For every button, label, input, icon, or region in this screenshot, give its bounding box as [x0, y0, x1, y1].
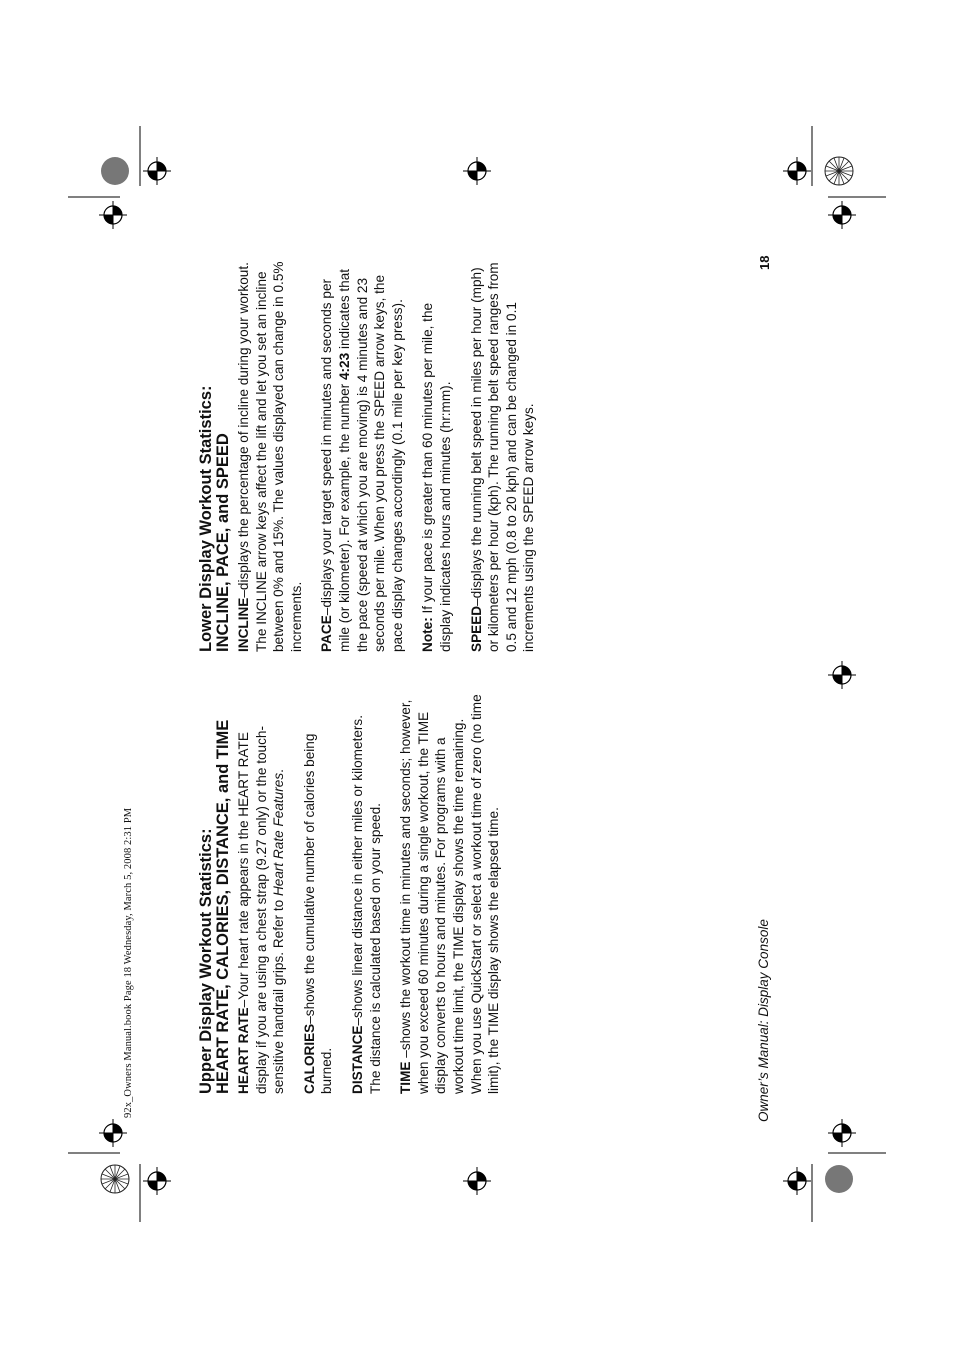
- upper-heading-line2: HEART RATE, CALORIES, DISTANCE, and TIME: [214, 719, 232, 1094]
- pace-term: PACE: [319, 615, 335, 652]
- distance-text: –shows linear distance in either miles or kilometers. The distance is calculated based on your speed.: [349, 714, 383, 1094]
- pace-text-a: –displays your target speed in minutes and seconds per mile (or kilometer). For example, the number: [319, 278, 352, 652]
- note-text: If your pace is greater than 60 minutes per mile, the display indicates hours and minutes (hr:mm).: [420, 302, 453, 652]
- incline-paragraph: [235, 257, 305, 652]
- incline-text: –displays the percentage of incline during your workout. The INCLINE arrow keys affect the lift and let you set an incline between 0% and 15%. The values displayed can change in 0.5% increments.: [236, 261, 304, 652]
- speed-term: SPEED: [468, 605, 484, 652]
- upper-display-heading: [198, 694, 232, 1094]
- page-number: 18: [757, 255, 772, 270]
- note-term: Note:: [420, 617, 436, 652]
- lower-heading-line2: INCLINE, PACE, and SPEED: [214, 433, 232, 652]
- heart-rate-reference: Heart Rate Features: [271, 772, 287, 897]
- heart-rate-text: –Your heart rate appears in the HEART RATE display if you are using a chest strap (9.27 only) or the touch-sensitive handrail grips. Refer to: [236, 726, 287, 1094]
- distance-paragraph: [349, 694, 384, 1094]
- speed-paragraph: [468, 257, 538, 652]
- distance-term: DISTANCE: [349, 1025, 365, 1094]
- footer-title: Owner’s Manual: Display Console: [756, 919, 771, 1122]
- time-text: –shows the workout time in minutes and seconds; however, when you exceed 60 minutes during a single workout, the TIME display converts to hours and minutes. For programs with a workout time limit, the TIME display shows the time remaining. When you use QuickStart or select a workout time of zero (no time limit), the TIME display shows the elapsed time.: [398, 694, 502, 1094]
- heart-rate-paragraph: [235, 694, 288, 1094]
- calories-text: –shows the cumulative number of calories being burned.: [301, 733, 335, 1094]
- heart-rate-term: HEART RATE: [236, 1007, 251, 1094]
- calories-paragraph: [301, 694, 336, 1094]
- time-paragraph: [397, 694, 503, 1094]
- pace-example-value: 4:23: [336, 352, 352, 381]
- incline-term: INCLINE: [236, 597, 251, 652]
- print-slug: 92x_Owners Manual.book Page 18 Wednesday, March 5, 2008 2:31 PM: [123, 807, 134, 1118]
- pace-paragraph: [318, 257, 406, 652]
- upper-heading-line1: Upper Display Workout Statistics:: [197, 828, 215, 1094]
- lower-display-section: [198, 257, 551, 652]
- lower-heading-line1: Lower Display Workout Statistics:: [197, 385, 215, 652]
- speed-text: –displays the running belt speed in miles per hour (mph) or kilometers per hour (kph). The running belt speed ranges from 0.5 and 12 mph (0.8 to 20 kph) and can be changed in 0.1 increments using the SPEED arrow keys.: [468, 262, 537, 652]
- note-paragraph: [419, 257, 454, 652]
- heart-rate-end: .: [271, 769, 287, 773]
- upper-display-section: [198, 694, 516, 1094]
- calories-term: CALORIES: [301, 1023, 317, 1094]
- time-term: TIME: [398, 1061, 414, 1094]
- lower-display-heading: [198, 257, 232, 652]
- pace-text-b: indicates that the pace (speed at which you are moving) is 4 minutes and 23 seconds per mile. When you press the SPEED arrow keys, the pace display changes accordingly (0.1 mile per key press).: [336, 268, 405, 652]
